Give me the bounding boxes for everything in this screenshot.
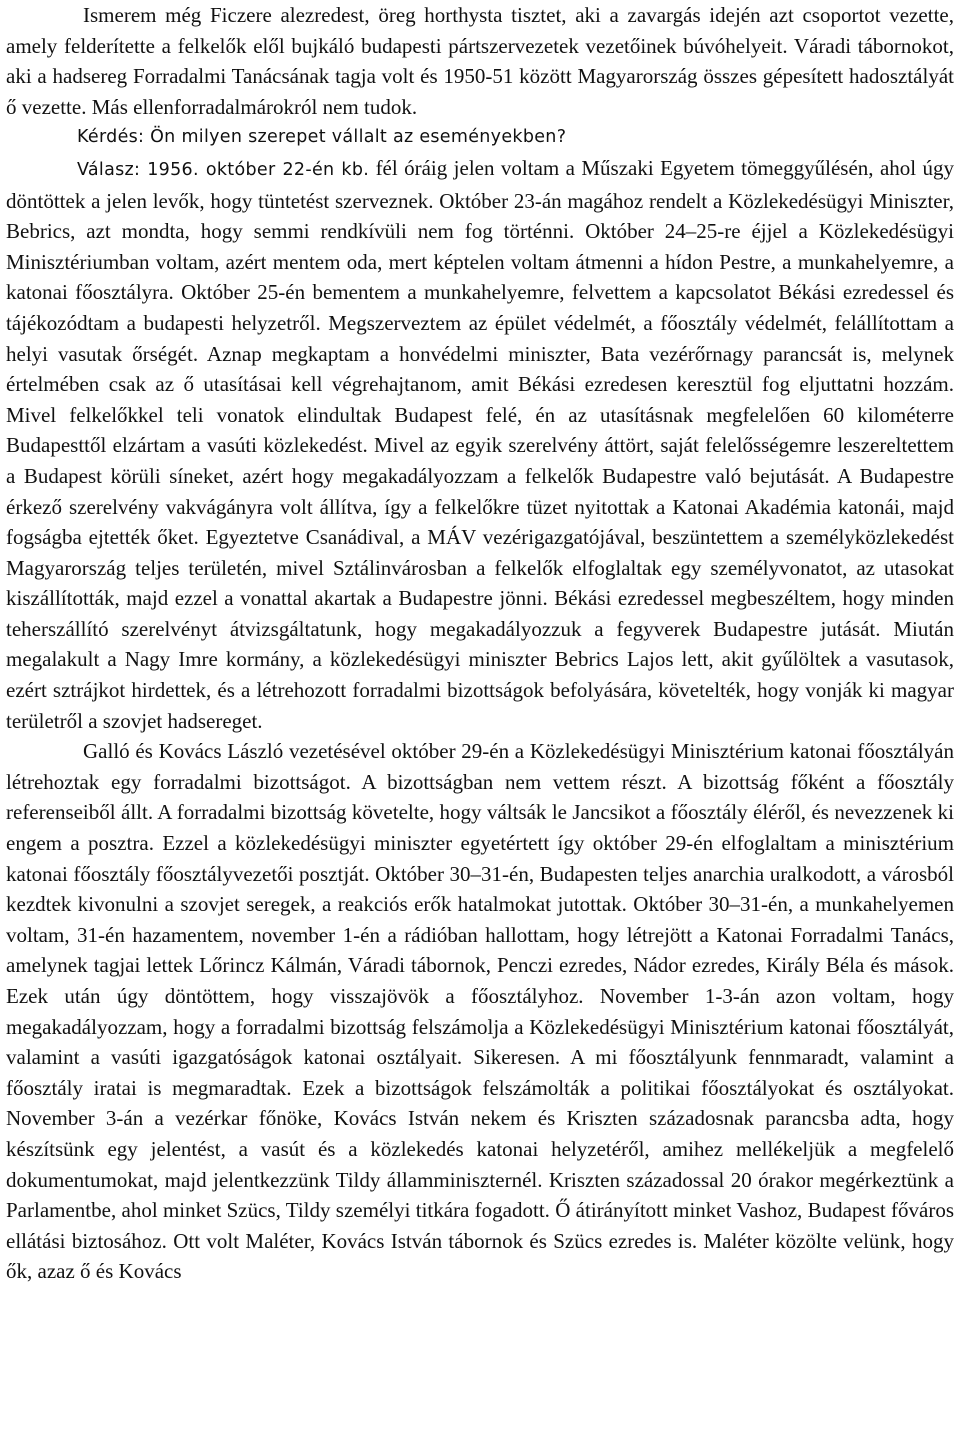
answer-text: fél óráig jelen voltam a Műszaki Egyetem tömeggyűlésén, ahol úgy döntöttek a jelen levők, hogy tüntetést szerveznek. Október 23-án magához rendelt a Közlekedésügyi Miniszter, Bebrics, azt mondta, hogy semmi rendkívüli nem fog történni. Október 24–25-re éjjel a Közlekedésügyi Minisztériumban voltam, azért mentem oda, mert képtelen voltam átmenni a hídon Pestre, a munkahelyemre, a katonai főosztályra. Október 25-én bementem a munkahelyemre, felvettem a kapcsolatot Békási ezredessel és tájékozódtam a budapesti helyzetről. Megszerveztem az épület védelmét, a főosztály védelmét, felállítottam a helyi vasutak őrségét. Aznap megkaptam a honvédelmi miniszter, Bata vezérőrnagy parancsát is, melynek értelmében csak az ő utasításai kell végrehajtanom, amit Békási ezredesen keresztül fog eljuttatni hozzám. Mivel felkelőkkel teli vonatok elindultak Budapest felé, én az utasításnak megfelelően 60 kilométerre Budapesttől elzártam a vasúti közlekedést. Mivel az egyik szerelvény áttört, saját felelősségemre leszereltettem a Budapest körüli síneket, azért hogy megakadályozzam a felkelők Budapestre való bejutását. A Budapestre érkező szerelvény vakvágányra volt állítva, így a felkelőkre tüzet nyitottak a Katonai Akadémia katonái, majd fogságba ejtették őket. Egyeztetve Csanádival, a MÁV vezérigazgatójával, beszüntettem a személyközlekedést Magyarország teljes területén, mivel Sztálinvárosban a felkelők elfoglaltak egy személyvonatot, az utasokat kiszállították, majd ezzel a vonattal akartak a Budapestre jönni. Békási ezredessel megbeszéltem, hogy minden teherszállító szerelvényt átvizsgáltatunk, hogy megakadályozzuk a fegyverek Budapestre jutását. Miután megalakult a Nagy Imre kormány, a közlekedésügyi miniszter Bebrics Lajos lett, akit gyűlöltek a vasutasok, ezért sztrájkot hirdettek, és a létrehozott forradalmi bizottságok befolyására, követelték, hogy vonják ki magyar területről a szovjet hadsereget. (6, 155, 955, 733)
paragraph-1: Ismerem még Ficzere alezredest, öreg horthysta tisztet, aki a zavargás idején azt csoportot vezette, amely felderítette a felkelők elől bujkáló budapesti pártszervezetek vezetőinek búvóhelyeit. Váradi tábornokot, aki a hadsereg Forradalmi Tanácsának tagja volt és 1950-51 között Magyarország összes gépesített hadosztályát ő vezette. Más ellenforradalmárokról nem tudok. (6, 3, 954, 119)
answer-lead: Válasz: 1956. október 22-én kb. (77, 159, 370, 180)
paragraph-3: Galló és Kovács László vezetésével október 29-én a Közlekedésügyi Minisztérium katonai főosztályán létrehoztak egy forradalmi bizottságot. A bizottságban nem vettem részt. A bizottság főként a főosztály referenseiből állt. A forradalmi bizottság követelte, hogy váltsák le Jancsikot a főosztály éléről, és nevezzenek ki engem a posztra. Ezzel a közlekedésügyi miniszter egyetértett így október 29-én elfoglaltam a minisztérium katonai főosztály főosztályvezetői posztját. Október 30–31-én, Budapesten teljes anarchia uralkodott, a városból kezdtek kivonulni a szovjet seregek, a reakciós erők hatalmokat jutottak. Október 30–31-én, a munkahelyemen voltam, 31-én hazamentem, november 1-én a rádióban hallottam, hogy létrejött a Katonai Forradalmi Tanács, amelynek tagjai lettek Lőrincz Kálmán, Váradi tábornok, Penczi ezredes, Nádor ezredes, Király Béla és mások. Ezek után úgy döntöttem, hogy visszajövök a főosztályhoz. November 1-3-án azon voltam, hogy megakadályozzam, hogy a forradalmi bizottság felszámolja a Közlekedésügyi Minisztérium katonai főosztályát, valamint a vasúti igazgatóságok katonai osztályait. Sikeresen. A mi főosztályunk fennmaradt, valamint a főosztály iratai is megmaradtak. Ezek a bizottságok felszámolták a politikai főosztályokat és osztályokat. November 3-án a vezérkar főnöke, Kovács István nekem és Kriszten századosnak parancsba adta, hogy készítsünk egy jelentést, a vasút és a közlekedés katonai helyzetéről, amihez mellékeljük a megfelelő dokumentumokat, majd jelentkezzünk Tildy államminiszternél. Kriszten századossal 20 órakor megérkeztünk a Parlamentbe, ahol minket Szücs, Tildy személyi titkára fogadott. Ő átirányított minket Vashoz, Budapest főváros ellátási biztosához. Ott volt Maléter, Kovács István tábornok és Szücs ezredes is. Maléter közölte velünk, hogy ők, azaz ő és Kovács (6, 739, 954, 1284)
answer-paragraph (6, 153, 954, 736)
question-line: Kérdés: Ön milyen szerepet vállalt az eseményekben? (77, 127, 567, 148)
